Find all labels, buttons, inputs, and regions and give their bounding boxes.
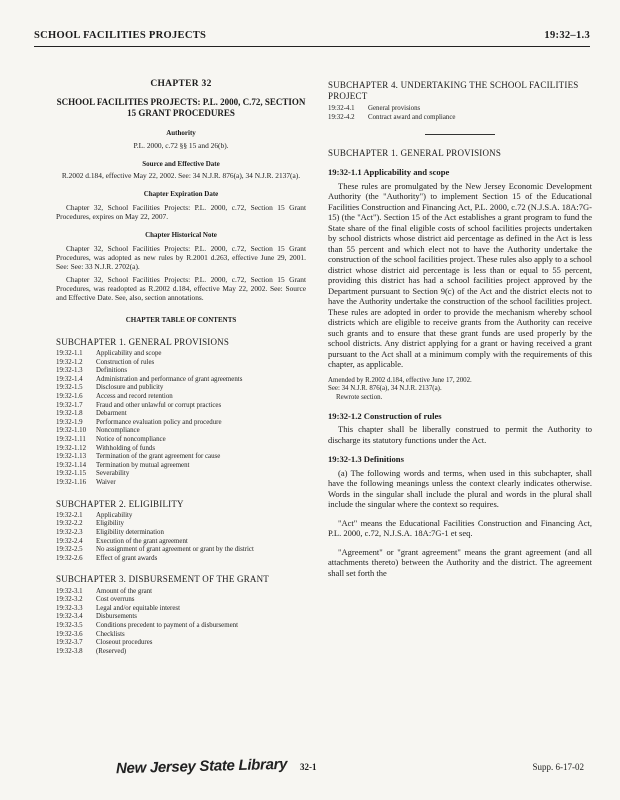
toc-entry-title: Severability (96, 470, 130, 478)
toc-entry (56, 605, 306, 614)
toc-entry-title: Performance evaluation policy and procedure (96, 418, 222, 426)
source-heading: Source and Effective Date (142, 159, 220, 168)
toc-entry-number: 19:32-1.15 (56, 470, 87, 478)
toc-entry (56, 613, 306, 622)
toc-entry (56, 393, 306, 402)
source-text: R.2002 d.184, effective May 22, 2002. See: 34 N.J.R. 876(a), 34 N.J.R. 2137(a). (61, 171, 301, 181)
page-number: 32-1 (300, 762, 317, 772)
toc-entry-number: 19:32-1.10 (56, 427, 87, 435)
toc-entry (328, 105, 592, 114)
toc-entry-number: 19:32-1.11 (56, 435, 86, 443)
toc-entry (56, 538, 306, 547)
toc-entry (56, 639, 306, 648)
right-column (328, 58, 592, 578)
toc-entry-title: Withholding of funds (96, 444, 156, 452)
toc-entry (56, 631, 306, 640)
toc-subchapter-4-title: SUBCHAPTER 4. UNDERTAKING THE SCHOOL FACILITIES PROJECT (328, 80, 579, 101)
toc-entry-title: No assignment of grant agreement or grant by the district (96, 546, 254, 554)
toc-entry (56, 520, 306, 529)
toc-entry (56, 555, 306, 564)
toc-entry-number: 19:32-4.1 (328, 105, 355, 112)
toc-entry-title: Legal and/or equitable interest (96, 604, 180, 612)
toc-entry-number: 19:32-1.7 (56, 401, 83, 409)
toc-entry-number: 19:32-3.8 (56, 647, 83, 655)
toc-entry-title: Administration and performance of grant agreements (96, 375, 243, 383)
toc-entry-number: 19:32-1.14 (56, 461, 87, 469)
section-1-2-heading: 19:32-1.2 Construction of rules (328, 411, 442, 421)
toc-entry-number: 19:32-3.5 (56, 622, 83, 630)
toc-entry-title: Checklists (96, 630, 125, 638)
toc-entry (56, 622, 306, 631)
toc-entry-number: 19:32-3.3 (56, 604, 83, 612)
toc-entry-title: Applicability (96, 511, 133, 519)
toc-entry (56, 402, 306, 411)
amendment-line-3: Rewrote section. (336, 393, 383, 401)
toc-entry-title: Closeout procedures (96, 639, 153, 647)
toc-entry-title: Amount of the grant (96, 587, 153, 595)
toc-entry-number: 19:32-3.6 (56, 630, 83, 638)
toc-entry-number: 19:32-3.4 (56, 613, 83, 621)
toc-entry (56, 512, 306, 521)
toc-entry-title: Disclosure and publicity (96, 384, 164, 392)
toc-entry-title: Termination of the grant agreement for cause (96, 453, 221, 461)
toc-entry-number: 19:32-1.16 (56, 478, 87, 486)
toc-entry (56, 350, 306, 359)
section-1-3-definition-agreement: "Agreement" or "grant agreement" means the grant agreement (and all attachments thereto) between the Authority and the district. The agreement shall set forth the (328, 546, 592, 578)
history-text-1: Chapter 32, School Facilities Projects: P.L. 2000, c.72, Section 15 Grant Procedures, was adopted as new rules by R.2001 d.263, effective June 29, 2001. See: See: 33 N.J.R. 2702(a). (56, 243, 306, 272)
toc-entry (56, 453, 306, 462)
toc-entry (56, 427, 306, 436)
toc-entry-title: (Reserved) (96, 647, 127, 655)
toc-subchapter-1 (56, 350, 306, 488)
expiration-text: Chapter 32, School Facilities Projects: P.L. 2000, c.72, Section 15 Grant Procedures, expires on May 22, 2007. (56, 202, 306, 222)
toc-entry-title: Definitions (96, 367, 128, 375)
toc-entry (328, 114, 592, 123)
toc-entry-title: Access and record retention (96, 393, 173, 401)
body-subchapter-1-heading: SUBCHAPTER 1. GENERAL PROVISIONS (328, 148, 502, 159)
toc-entry-title: Execution of the grant agreement (96, 537, 188, 545)
section-1-2-text: This chapter shall be liberally construed to permit the Authority to discharge its statutory functions under the Act. (328, 424, 592, 445)
toc-entry-number: 19:32-1.1 (56, 350, 83, 358)
toc-subchapter-3 (56, 588, 306, 657)
toc-entry-number: 19:32-1.9 (56, 418, 83, 426)
section-1-1-amendment (328, 377, 592, 402)
toc-entry-title: General provisions (368, 105, 421, 112)
history-heading: Chapter Historical Note (145, 231, 217, 240)
expiration-heading: Chapter Expiration Date (143, 190, 219, 199)
toc-entry (56, 367, 306, 376)
toc-entry (56, 359, 306, 368)
toc-entry-title: Debarment (96, 410, 127, 418)
left-column (56, 58, 306, 656)
toc-subchapter-2 (56, 512, 306, 564)
toc-entry-number: 19:32-1.12 (56, 444, 87, 452)
section-1-3-definition-act: "Act" means the Educational Facilities Construction and Financing Act, P.L. 2000, c.72, N.J.S.A. 18A:7G-1 et seq. (328, 517, 592, 539)
authority-text: P.L. 2000, c.72 §§ 15 and 26(b). (133, 140, 229, 150)
toc-entry-title: Contract award and compliance (368, 113, 456, 121)
chapter-title: CHAPTER 32 (150, 79, 212, 89)
amendment-line-2: See: 34 N.J.R. 876(a), 34 N.J.R. 2137(a). (328, 385, 442, 393)
toc-entry-number: 19:32-3.1 (56, 587, 83, 595)
toc-entry-number: 19:32-4.2 (328, 113, 355, 121)
toc-entry (56, 588, 306, 597)
toc-entry-title: Noncompliance (96, 427, 140, 435)
toc-entry-number: 19:32-1.5 (56, 384, 83, 392)
toc-entry-number: 19:32-1.8 (56, 410, 83, 418)
toc-entry-title: Waiver (96, 478, 116, 486)
section-1-3-text-a: (a) The following words and terms, when used in this subchapter, shall have the following meanings unless the context clearly indicates otherwise. Words in the singular shall include the plural and words in the plural shall include the singular where the context so requires. (328, 467, 592, 510)
toc-entry (56, 470, 306, 479)
chapter-subtitle: SCHOOL FACILITIES PROJECTS: P.L. 2000, C.72, SECTION 15 GRANT PROCEDURES (56, 97, 306, 119)
toc-entry-title: Construction of rules (96, 358, 155, 366)
section-divider (425, 134, 495, 135)
toc-entry-number: 19:32-2.3 (56, 529, 83, 537)
supplement-date: Supp. 6-17-02 (532, 762, 584, 772)
toc-entry-title: Eligibility (96, 520, 124, 528)
toc-entry (56, 479, 306, 488)
toc-entry-number: 19:32-1.4 (56, 375, 83, 383)
toc-entry (56, 410, 306, 419)
running-header (34, 30, 590, 46)
toc-entry-title: Fraud and other unlawful or corrupt practices (96, 401, 222, 409)
toc-entry-number: 19:32-2.1 (56, 511, 83, 519)
toc-entry-number: 19:32-1.3 (56, 367, 83, 375)
toc-entry-title: Disbursements (96, 613, 137, 621)
toc-entry-number: 19:32-3.2 (56, 596, 83, 604)
toc-entry (56, 648, 306, 657)
running-header-title: SCHOOL FACILITIES PROJECTS (34, 30, 207, 41)
toc-entry-number: 19:32-2.5 (56, 546, 83, 554)
toc-entry (56, 419, 306, 428)
toc-subchapter-2-title: SUBCHAPTER 2. ELIGIBILITY (56, 498, 184, 509)
toc-entry (56, 376, 306, 385)
section-1-1-text: These rules are promulgated by the New Jersey Economic Development Authority (the "Authority") to implement Section 15 of the Educational Facilities Construction and Financing Act, P.L. 2000, c.72 (N.J.S.A. 18A:7G-15) (the "Act"). Section 15 of the Act establishes a grant program to fund the State share of the final eligible costs of school facilities projects undertaken by school districts whose district aid percentage as defined in the Act is less than 55 percent and which elect not to have the Authority undertake the construction of the school facilities project. These rules also apply to a school district whose district aid percentage is less than or equal to 55 percent, providing this district has had a school facilities project approved by the Department pursuant to Section 9(c) of the Act and the district elects not to have the Authority undertake the construction of the school facilities project. These rules are adopted in order to provide the mechanism whereby school districts which are eligible to receive grants from the Authority can receive such grants and to ensure that these grant funds are used properly by the school districts. Any district applying for a grant or having received a grant pursuant to the Act shall at a minimum comply with the requirements of this chapter, as applicable. (328, 180, 592, 370)
header-rule (34, 46, 590, 47)
toc-entry (56, 445, 306, 454)
toc-entry-title: Termination by mutual agreement (96, 461, 190, 469)
toc-entry (56, 596, 306, 605)
history-text-2: Chapter 32, School Facilities Projects: P.L. 2000, c.72, Section 15 Grant Procedures, was readopted as R.2002 d.184, effective May 22, 2002. See: Source and Effective Date. See, also, section annotations. (56, 274, 306, 303)
toc-entry-title: Effect of grant awards (96, 554, 158, 562)
toc-entry-title: Eligibility determination (96, 529, 164, 537)
toc-entry-number: 19:32-2.2 (56, 520, 83, 528)
toc-entry-number: 19:32-3.7 (56, 639, 83, 647)
toc-entry (56, 546, 306, 555)
page-footer (0, 756, 620, 786)
toc-entry (56, 462, 306, 471)
toc-entry-title: Cost overruns (96, 596, 135, 604)
toc-subchapter-1-title: SUBCHAPTER 1. GENERAL PROVISIONS (56, 336, 230, 347)
toc-entry-title: Conditions precedent to payment of a disbursement (96, 622, 238, 630)
toc-heading: CHAPTER TABLE OF CONTENTS (125, 316, 237, 325)
toc-entry-number: 19:32-1.2 (56, 358, 83, 366)
toc-entry-number: 19:32-2.4 (56, 537, 83, 545)
toc-entry-title: Notice of noncompliance (96, 435, 166, 443)
toc-entry-number: 19:32-1.6 (56, 393, 83, 401)
authority-heading: Authority (166, 129, 196, 138)
toc-entry (56, 436, 306, 445)
amendment-line-1: Amended by R.2002 d.184, effective June 17, 2002. (328, 376, 472, 384)
library-stamp: New Jersey State Library (115, 755, 288, 778)
running-header-section: 19:32–1.3 (544, 30, 590, 41)
toc-entry-number: 19:32-2.6 (56, 554, 83, 562)
toc-subchapter-3-title: SUBCHAPTER 3. DISBURSEMENT OF THE GRANT (56, 574, 269, 585)
toc-entry-number: 19:32-1.13 (56, 453, 87, 461)
section-1-3-heading: 19:32-1.3 Definitions (328, 454, 404, 465)
section-1-1-heading: 19:32-1.1 Applicability and scope (328, 167, 450, 178)
toc-entry (56, 384, 306, 393)
toc-entry (56, 529, 306, 538)
toc-subchapter-4 (328, 105, 592, 122)
toc-entry-title: Applicability and scope (96, 350, 162, 358)
